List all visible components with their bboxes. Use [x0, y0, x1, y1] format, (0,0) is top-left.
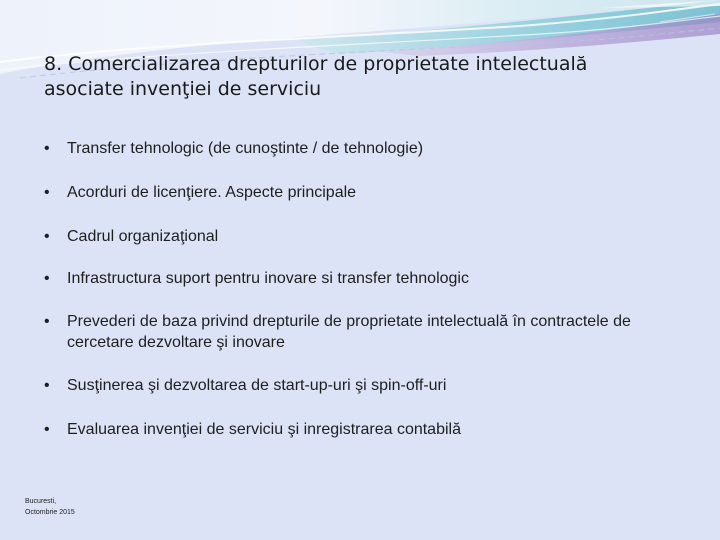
bullet-text: Evaluarea invenţiei de serviciu şi inregistrarea contabilă	[67, 421, 461, 438]
bullet-text: Acorduri de licenţiere. Aspecte principale	[67, 184, 357, 201]
bullet-dot: •	[44, 140, 50, 157]
bullet-dot: •	[44, 270, 50, 287]
bullet-text: Susţinerea şi dezvoltarea de start-up-uri şi spin-off-uri	[67, 377, 447, 394]
bullet-text: Prevederi de baza privind drepturile de proprietate intelectuală în contractele de cercetare dezvoltare şi inovare	[67, 313, 631, 351]
bullet-dot: •	[44, 377, 50, 394]
bullet-item	[44, 419, 674, 440]
slide-title	[44, 52, 684, 102]
bullet-dot: •	[44, 228, 50, 245]
slide-title-line-1: 8. Comercializarea drepturilor de proprietate intelectuală	[44, 53, 588, 75]
bullet-item	[44, 375, 674, 396]
footer-location: Bucuresti,	[25, 498, 57, 505]
bullet-text: Transfer tehnologic (de cunoştinte / de tehnologie)	[67, 140, 424, 157]
bullet-dot: •	[44, 313, 50, 330]
bullet-item	[44, 268, 674, 289]
bullet-dot: •	[44, 184, 50, 201]
bullet-item	[44, 138, 674, 159]
footer-date: Octombrie 2015	[25, 509, 75, 516]
bullet-text: Infrastructura suport pentru inovare si transfer tehnologic	[67, 270, 469, 287]
bullet-item	[44, 182, 674, 203]
bullet-text: Cadrul organizaţional	[67, 228, 219, 245]
footer-location-date	[25, 496, 75, 518]
bullet-item	[44, 226, 674, 247]
bullet-dot: •	[44, 421, 50, 438]
slide-title-line-2: asociate invenţiei de serviciu	[44, 78, 322, 100]
bullet-item	[44, 311, 674, 353]
